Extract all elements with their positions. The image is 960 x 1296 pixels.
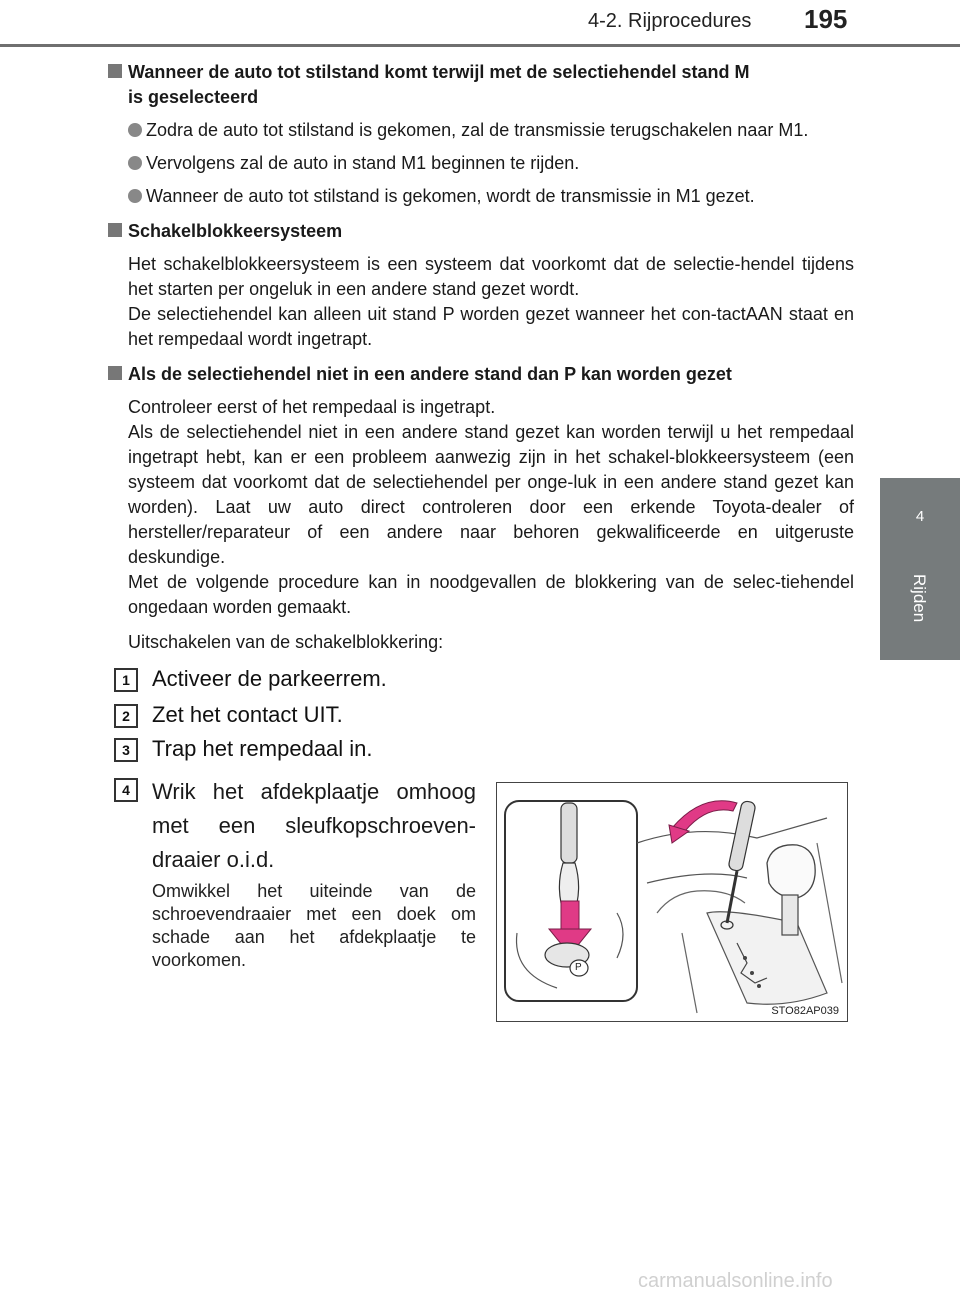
round-bullet-icon (128, 123, 142, 137)
paragraph: De selectiehendel kan alleen uit stand P worden gezet wanneer het con-tactAAN staat en het rempedaal wordt ingetrapt. (128, 304, 854, 349)
step-text: Activeer de parkeerrem. (152, 666, 387, 691)
round-bullet-icon (128, 156, 142, 170)
paragraph: Het schakelblokkeersysteem is een systeem dat voorkomt dat de selectie-hendel tijdens het starten per ongeluk in een andere stand gezet wordt. (128, 254, 854, 299)
shift-lock-illustration (496, 782, 848, 1022)
square-bullet-icon (108, 366, 122, 380)
step-text: Trap het rempedaal in. (152, 736, 373, 761)
chapter-strip (880, 560, 960, 660)
bullet-item: Wanneer de auto tot stilstand is gekomen, wordt de transmissie in M1 gezet. (108, 184, 854, 209)
chapter-number: 4 (915, 508, 925, 525)
step-text: Wrik het afdekplaatje omhoog met een sleufkopschroeven-draaier o.i.d. (152, 779, 476, 872)
page-number: 195 (804, 4, 848, 34)
square-bullet-icon (108, 64, 122, 78)
heading-stop-in-m-cont: is geselecteerd (128, 87, 259, 107)
heading-shift-lock: Schakelblokkeersysteem (108, 219, 854, 244)
paragraph: Als de selectiehendel niet in een andere stand gezet kan worden terwijl u het rempedaal ingetrapt hebt, kan er een probleem aanwezig zijn in het schakel-blokkeersysteem (een systeem dat voorkomt dat de selectiehendel per onge-luk in een andere stand gezet kan worden). Laat uw auto direct controleren door een erkende Toyota-dealer of hersteller/reparateur of een andere naar behoren gekwalificeerde en uitgeruste deskundige. (128, 422, 854, 567)
step-number-badge: 3 (114, 738, 138, 762)
step-note: Omwikkel het uiteinde van de schroevendraaier met een doek om schade aan het afdekplaatje te voorkomen. (152, 881, 476, 970)
square-bullet-icon (108, 223, 122, 237)
header-rule (0, 44, 960, 47)
bullet-item: Zodra de auto tot stilstand is gekomen, zal de transmissie terugschakelen naar M1. (108, 118, 854, 143)
section-title: 4-2. Rijprocedures (588, 10, 752, 32)
illustration-drawing (497, 783, 846, 1020)
step-number-badge: 4 (114, 778, 138, 802)
paragraph: Controleer eerst of het rempedaal is ingetrapt. (128, 397, 496, 417)
step-number-badge: 2 (114, 704, 138, 728)
chapter-label: Rijden (910, 574, 929, 623)
paragraph: Met de volgende procedure kan in noodgevallen de blokkering van de selec-tiehendel ongedaan worden gemaakt. (128, 572, 854, 617)
body-text (108, 60, 854, 655)
round-bullet-icon (128, 189, 142, 203)
chapter-tab (880, 478, 960, 560)
cover-p-label: P (575, 962, 582, 973)
paragraph-intro-steps: Uitschakelen van de schakelblokkering: (128, 632, 444, 652)
heading-stop-in-m: Wanneer de auto tot stilstand komt terwijl met de selectiehendel stand M (108, 60, 854, 85)
watermark: carmanualsonline.info (638, 1270, 833, 1292)
heading-lever-stuck: Als de selectiehendel niet in een andere stand dan P kan worden gezet (108, 362, 854, 387)
step-number-badge: 1 (114, 668, 138, 692)
step-text: Zet het contact UIT. (152, 702, 343, 727)
figure-code: STO82AP039 (771, 1005, 839, 1017)
bullet-item: Vervolgens zal de auto in stand M1 beginnen te rijden. (108, 151, 854, 176)
